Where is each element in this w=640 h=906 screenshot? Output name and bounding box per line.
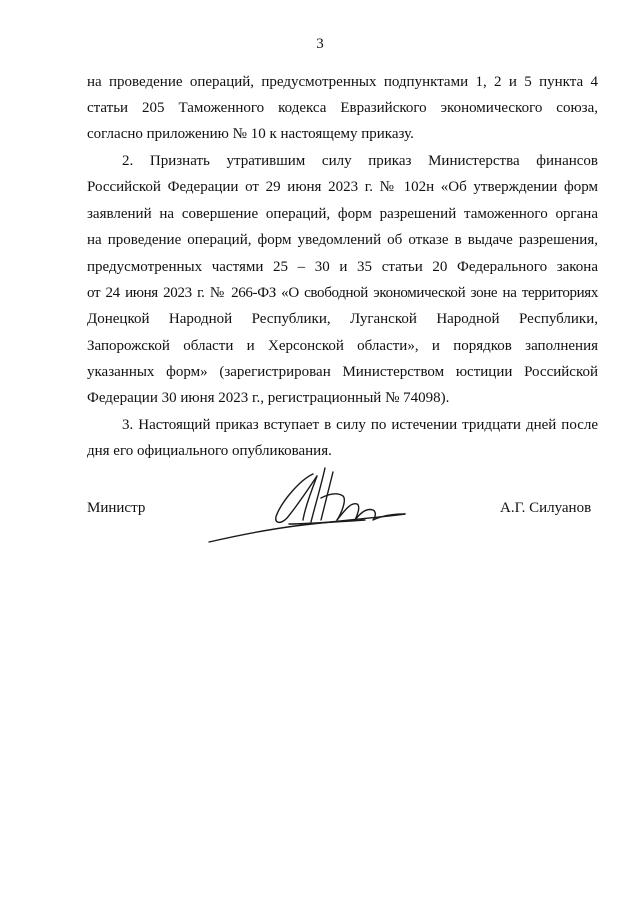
text-line: на проведение операций, предусмотренных подпунктами 1, 2 и 5 пункта 4 (87, 74, 598, 90)
text-line: Федерации 30 июня 2023 г., регистрационный № 74098). (87, 390, 450, 406)
text-line: 3. Настоящий приказ вступает в силу по истечении тридцати дней после (122, 417, 598, 433)
text-line: Донецкой Народной Республики, Луганской Народной Республики, (87, 311, 598, 327)
text-line: указанных форм» (зарегистрирован Министерством юстиции Российской (87, 364, 598, 380)
text-line: Российской Федерации от 29 июня 2023 г. № 102н «Об утверждении форм (87, 179, 598, 195)
page-number: 3 (316, 36, 324, 52)
text-line: на проведение операций, форм уведомлений об отказе в выдаче разрешения, (87, 232, 598, 248)
text-line: Запорожской области и Херсонской области», и порядков заполнения (87, 338, 598, 354)
text-line: дня его официального опубликования. (87, 443, 332, 459)
text-line: 2. Признать утратившим силу приказ Министерства финансов (122, 153, 598, 169)
text-line: статьи 205 Таможенного кодекса Евразийского экономического союза, (87, 100, 598, 116)
text-line: предусмотренных частями 25 – 30 и 35 статьи 20 Федерального закона (87, 259, 598, 275)
text-line: заявлений на совершение операций, форм разрешений таможенного органа (87, 206, 598, 222)
text-line: согласно приложению № 10 к настоящему приказу. (87, 126, 414, 142)
handwritten-signature (205, 458, 425, 548)
signatory-name: А.Г. Силуанов (500, 500, 592, 516)
signature-position-title: Министр (87, 500, 146, 516)
text-line: от 24 июня 2023 г. № 266-ФЗ «О свободной экономической зоне на территориях (87, 285, 598, 301)
